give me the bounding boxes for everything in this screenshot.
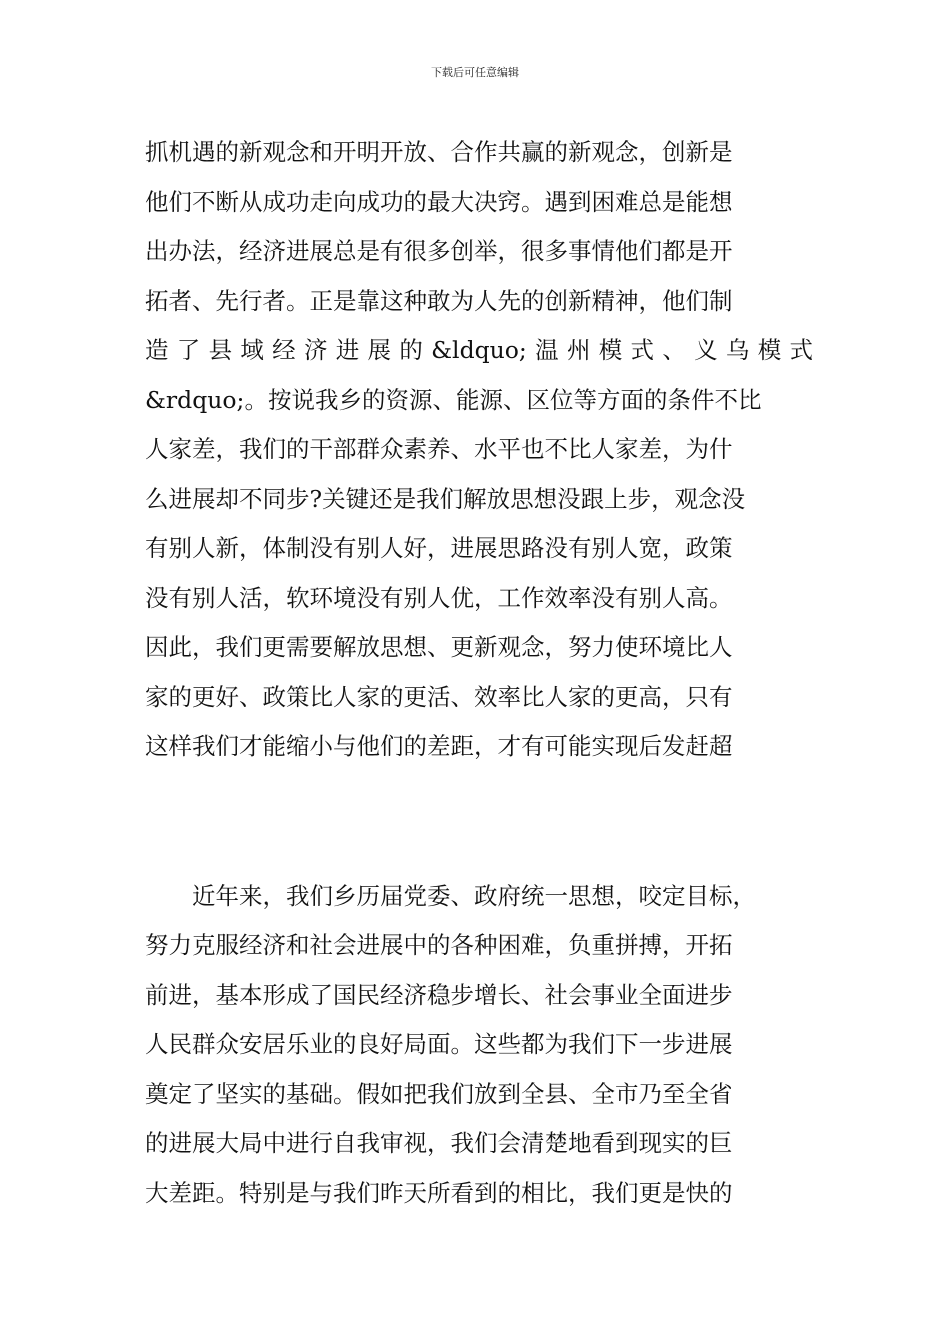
paragraph-2: [145, 872, 813, 1219]
text-line: 大差距。特别是与我们昨天所看到的相比，我们更是快的: [145, 1178, 733, 1207]
text-line: 因此，我们更需要解放思想、更新观念，努力使环境比人: [145, 633, 733, 661]
text-line: 近年来，我们乡历届党委、政府统一思想，咬定目标，: [192, 881, 756, 910]
text-line: 没有别人活，软环境没有别人优，工作效率没有别人高。: [145, 583, 733, 612]
text-line: 努力克服经济和社会进展中的各种困难，负重拼搏，开拓: [145, 931, 733, 959]
document-body: [145, 128, 813, 1218]
text-line: 他们不断从成功走向成功的最大决窍。遇到困难总是能想: [145, 187, 733, 216]
page-header: 下载后可任意编辑: [431, 66, 519, 79]
paragraph-1: [145, 128, 813, 772]
text-line: 的进展大局中进行自我审视，我们会清楚地看到现实的巨: [145, 1129, 733, 1157]
text-line: 奠定了坚实的基础。假如把我们放到全县、全市乃至全省: [145, 1079, 733, 1108]
text-line: 家的更好、政策比人家的更活、效率比人家的更高，只有: [145, 682, 733, 711]
text-line: 么进展却不同步?关键还是我们解放思想没跟上步，观念没: [145, 484, 746, 513]
text-line: 人家差，我们的干部群众素养、水平也不比人家差，为什: [145, 435, 733, 463]
text-line: 抓机遇的新观念和开明开放、合作共赢的新观念，创新是: [145, 138, 733, 166]
text-line: 这样我们才能缩小与他们的差距，才有可能实现后发赶超: [145, 732, 733, 760]
paragraph-spacer: [145, 772, 813, 872]
text-line: 前进，基本形成了国民经济稳步增长、社会事业全面进步: [145, 980, 733, 1009]
text-line: 有别人新，体制没有别人好，进展思路没有别人宽，政策: [145, 534, 733, 562]
text-line: 造了县域经济进展的&ldquo;温州模式、义乌模式: [145, 336, 813, 364]
text-line: 出办法，经济进展总是有很多创举，很多事情他们都是开: [145, 237, 733, 265]
text-line: 人民群众安居乐业的良好局面。这些都为我们下一步进展: [145, 1030, 733, 1058]
text-line: &rdquo;。按说我乡的资源、能源、区位等方面的条件不比: [145, 385, 762, 414]
text-line: 拓者、先行者。正是靠这种敢为人先的创新精神，他们制: [145, 286, 733, 315]
